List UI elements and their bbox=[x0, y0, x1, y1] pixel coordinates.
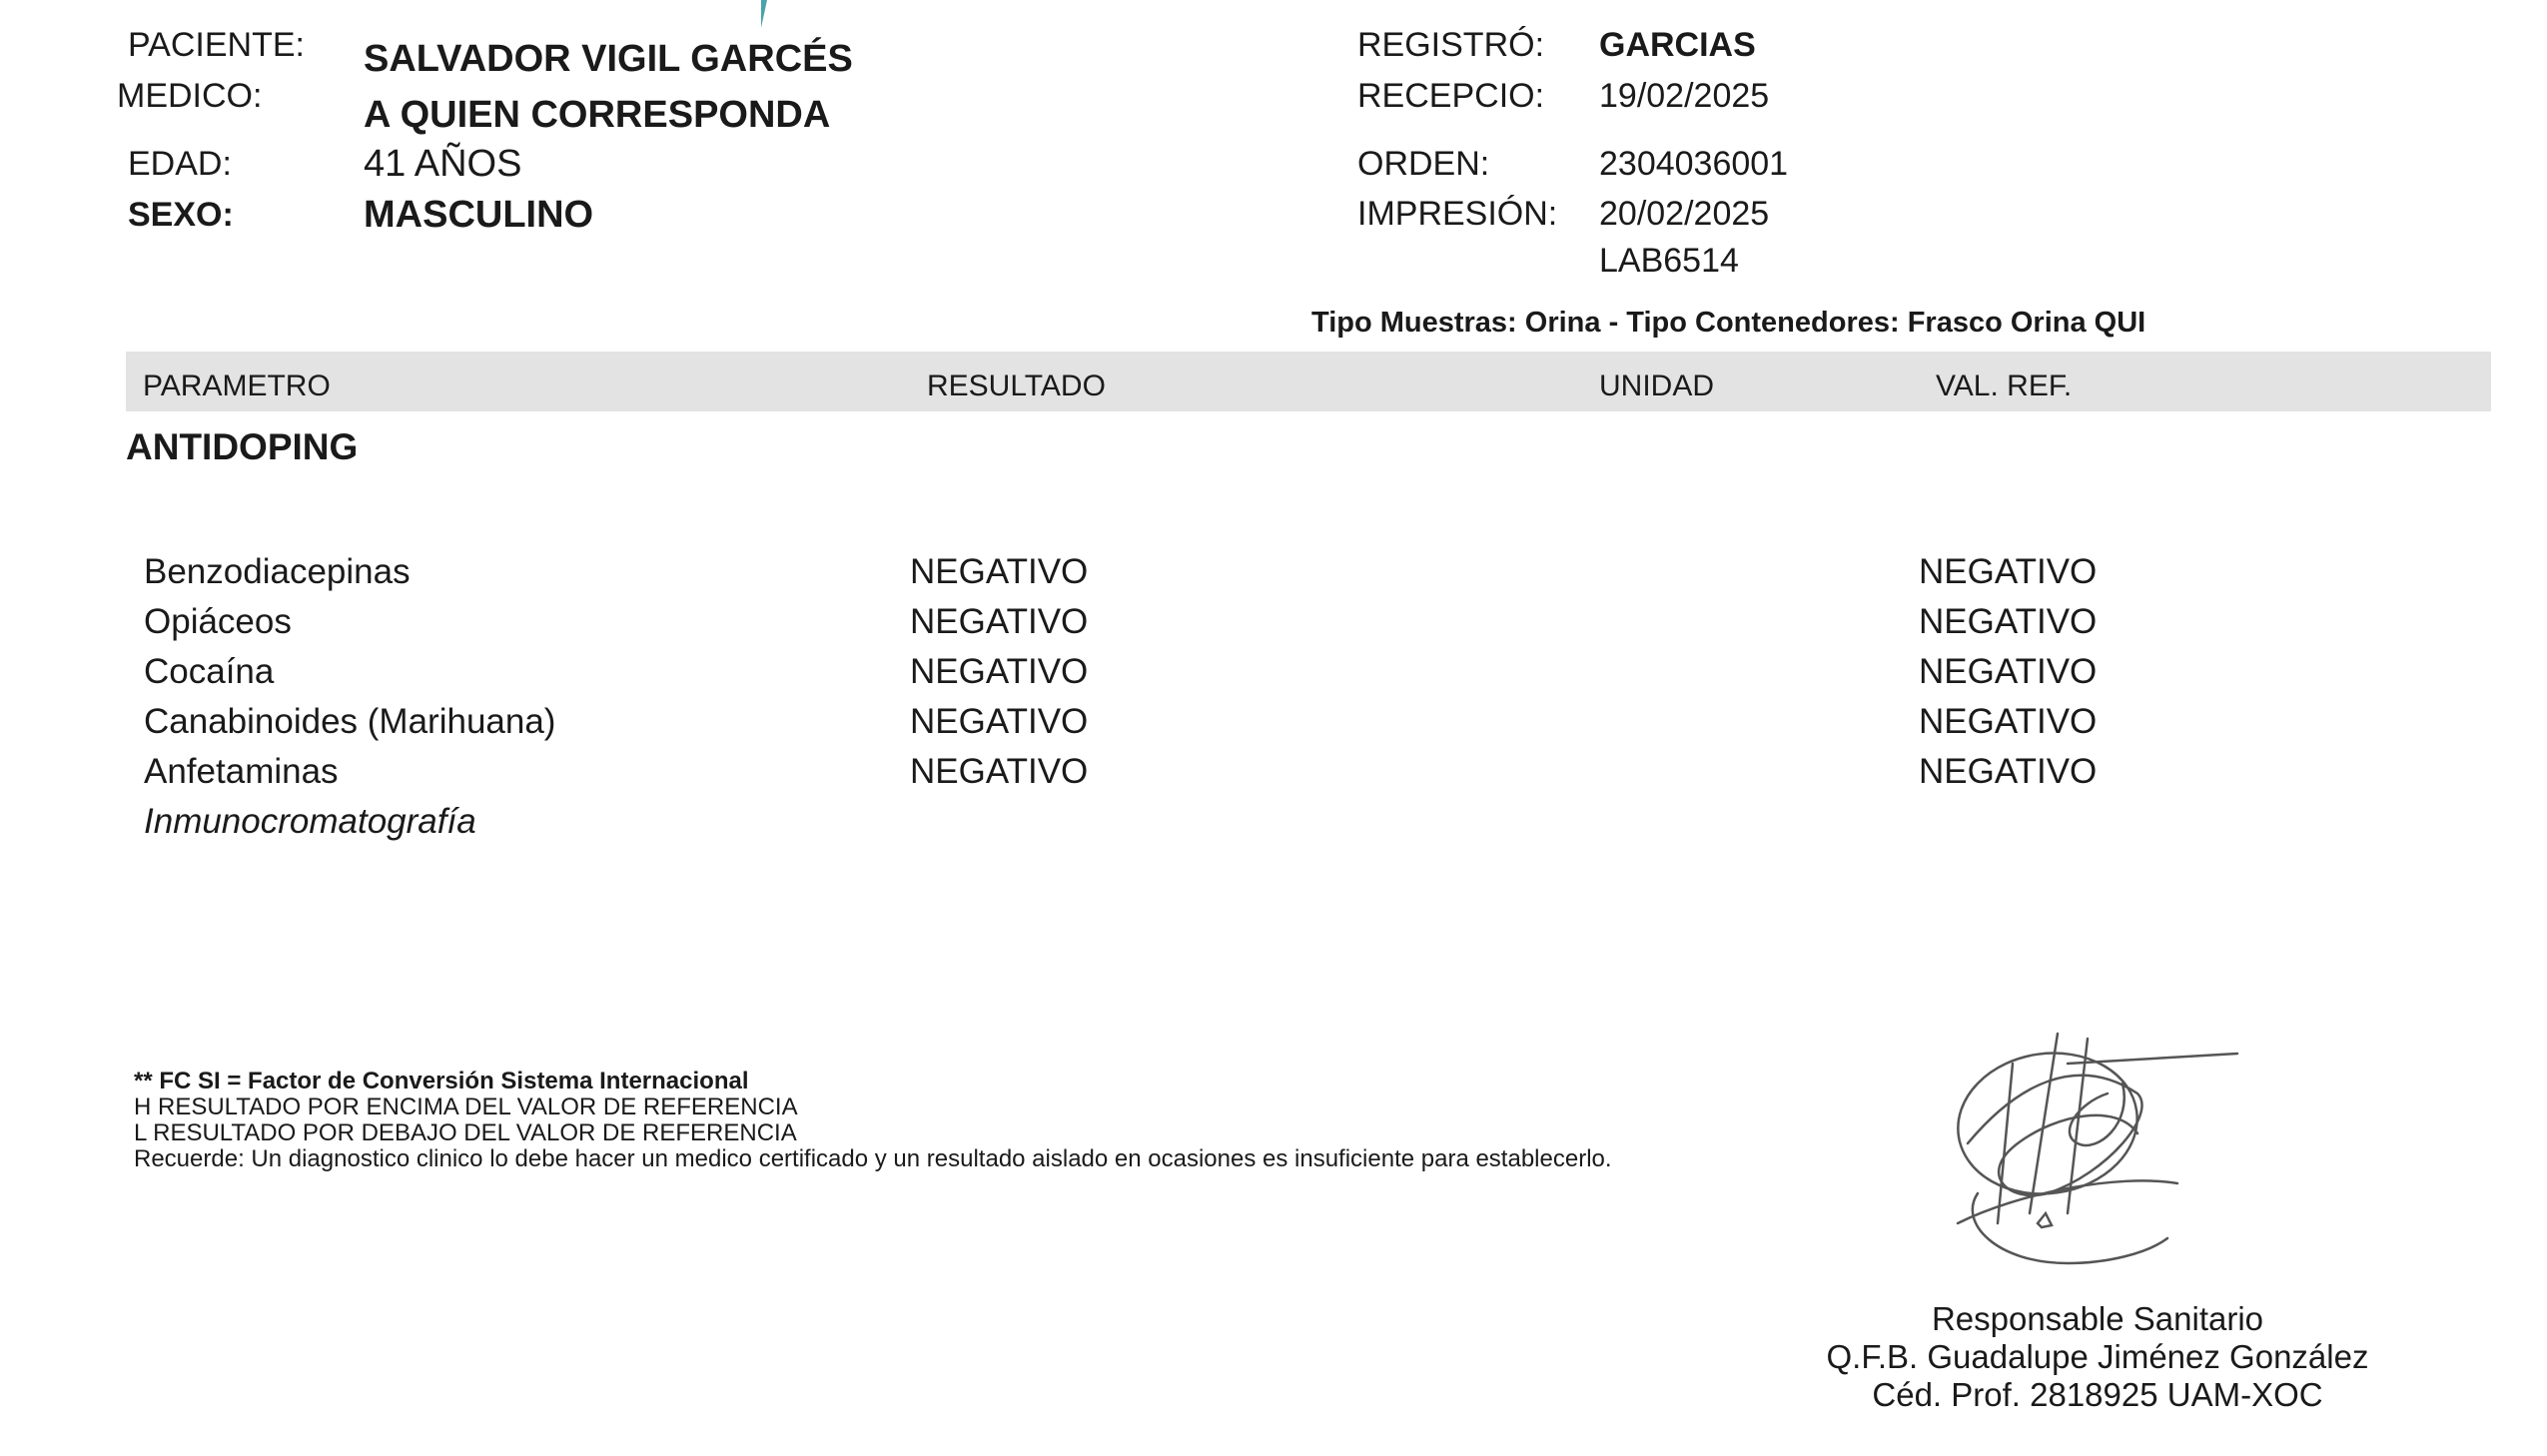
row-result: NEGATIVO bbox=[910, 702, 1089, 741]
registro-label: REGISTRÓ: bbox=[1357, 26, 1545, 64]
recepcio-value: 19/02/2025 bbox=[1599, 77, 1770, 115]
row-param: Opiáceos bbox=[144, 602, 292, 641]
sexo-label: SEXO: bbox=[128, 196, 234, 234]
sample-info: Tipo Muestras: Orina - Tipo Contenedores: Frasco Orina QUI bbox=[1311, 307, 2146, 339]
sexo-value: MASCULINO bbox=[364, 194, 594, 236]
impresion-label: IMPRESIÓN: bbox=[1357, 195, 1558, 233]
row-result: NEGATIVO bbox=[910, 752, 1089, 791]
row-param: Canabinoides (Marihuana) bbox=[144, 702, 556, 741]
row-result: NEGATIVO bbox=[910, 602, 1089, 641]
medico-value: A QUIEN CORRESPONDA bbox=[364, 94, 831, 136]
signature-name: Q.F.B. Guadalupe Jiménez González bbox=[1826, 1338, 2369, 1375]
row-ref: NEGATIVO bbox=[1919, 602, 2098, 641]
medico-label: MEDICO: bbox=[117, 77, 263, 115]
row-param: Anfetaminas bbox=[144, 752, 339, 791]
footnote-h: H RESULTADO POR ENCIMA DEL VALOR DE REFERENCIA bbox=[134, 1093, 798, 1120]
paciente-label: PACIENTE: bbox=[128, 26, 305, 64]
row-result: NEGATIVO bbox=[910, 652, 1089, 691]
row-result: NEGATIVO bbox=[910, 552, 1089, 591]
signature-license: Céd. Prof. 2818925 UAM-XOC bbox=[1872, 1376, 2323, 1413]
section-title: ANTIDOPING bbox=[126, 426, 359, 467]
row-ref: NEGATIVO bbox=[1919, 552, 2098, 591]
paciente-value: SALVADOR VIGIL GARCÉS bbox=[364, 38, 853, 80]
row-param: Benzodiacepinas bbox=[144, 552, 411, 591]
table-header-bar bbox=[126, 352, 2491, 411]
header-parametro: PARAMETRO bbox=[143, 369, 331, 402]
row-ref: NEGATIVO bbox=[1919, 652, 2098, 691]
header-val-ref: VAL. REF. bbox=[1936, 369, 2073, 402]
orden-value: 2304036001 bbox=[1599, 145, 1789, 183]
signature-block bbox=[1768, 1300, 2427, 1414]
orden-label: ORDEN: bbox=[1357, 145, 1490, 183]
edad-value: 41 AÑOS bbox=[364, 143, 522, 185]
footnote-l: L RESULTADO POR DEBAJO DEL VALOR DE REFERENCIA bbox=[134, 1119, 797, 1146]
footnote-recuerde: Recuerde: Un diagnostico clinico lo debe hacer un medico certificado y un resultado aislado en ocasiones es insuficiente para establecerlo. bbox=[134, 1145, 1612, 1172]
method-note: Inmunocromatografía bbox=[144, 802, 476, 841]
row-ref: NEGATIVO bbox=[1919, 752, 2098, 791]
lab-code: LAB6514 bbox=[1599, 242, 1739, 280]
row-param: Cocaína bbox=[144, 652, 275, 691]
footnotes bbox=[134, 1069, 1612, 1172]
impresion-value: 20/02/2025 bbox=[1599, 195, 1770, 233]
registro-value: GARCIAS bbox=[1599, 26, 1756, 64]
signature-icon bbox=[1938, 1024, 2267, 1273]
row-ref: NEGATIVO bbox=[1919, 702, 2098, 741]
footnote-fc: ** FC SI = Factor de Conversión Sistema Internacional bbox=[134, 1068, 749, 1094]
edad-label: EDAD: bbox=[128, 145, 232, 183]
header-resultado: RESULTADO bbox=[927, 369, 1106, 402]
logo-fragment-icon bbox=[749, 0, 773, 30]
header-unidad: UNIDAD bbox=[1599, 369, 1715, 402]
signature-title: Responsable Sanitario bbox=[1931, 1300, 2264, 1337]
recepcio-label: RECEPCIO: bbox=[1357, 77, 1545, 115]
